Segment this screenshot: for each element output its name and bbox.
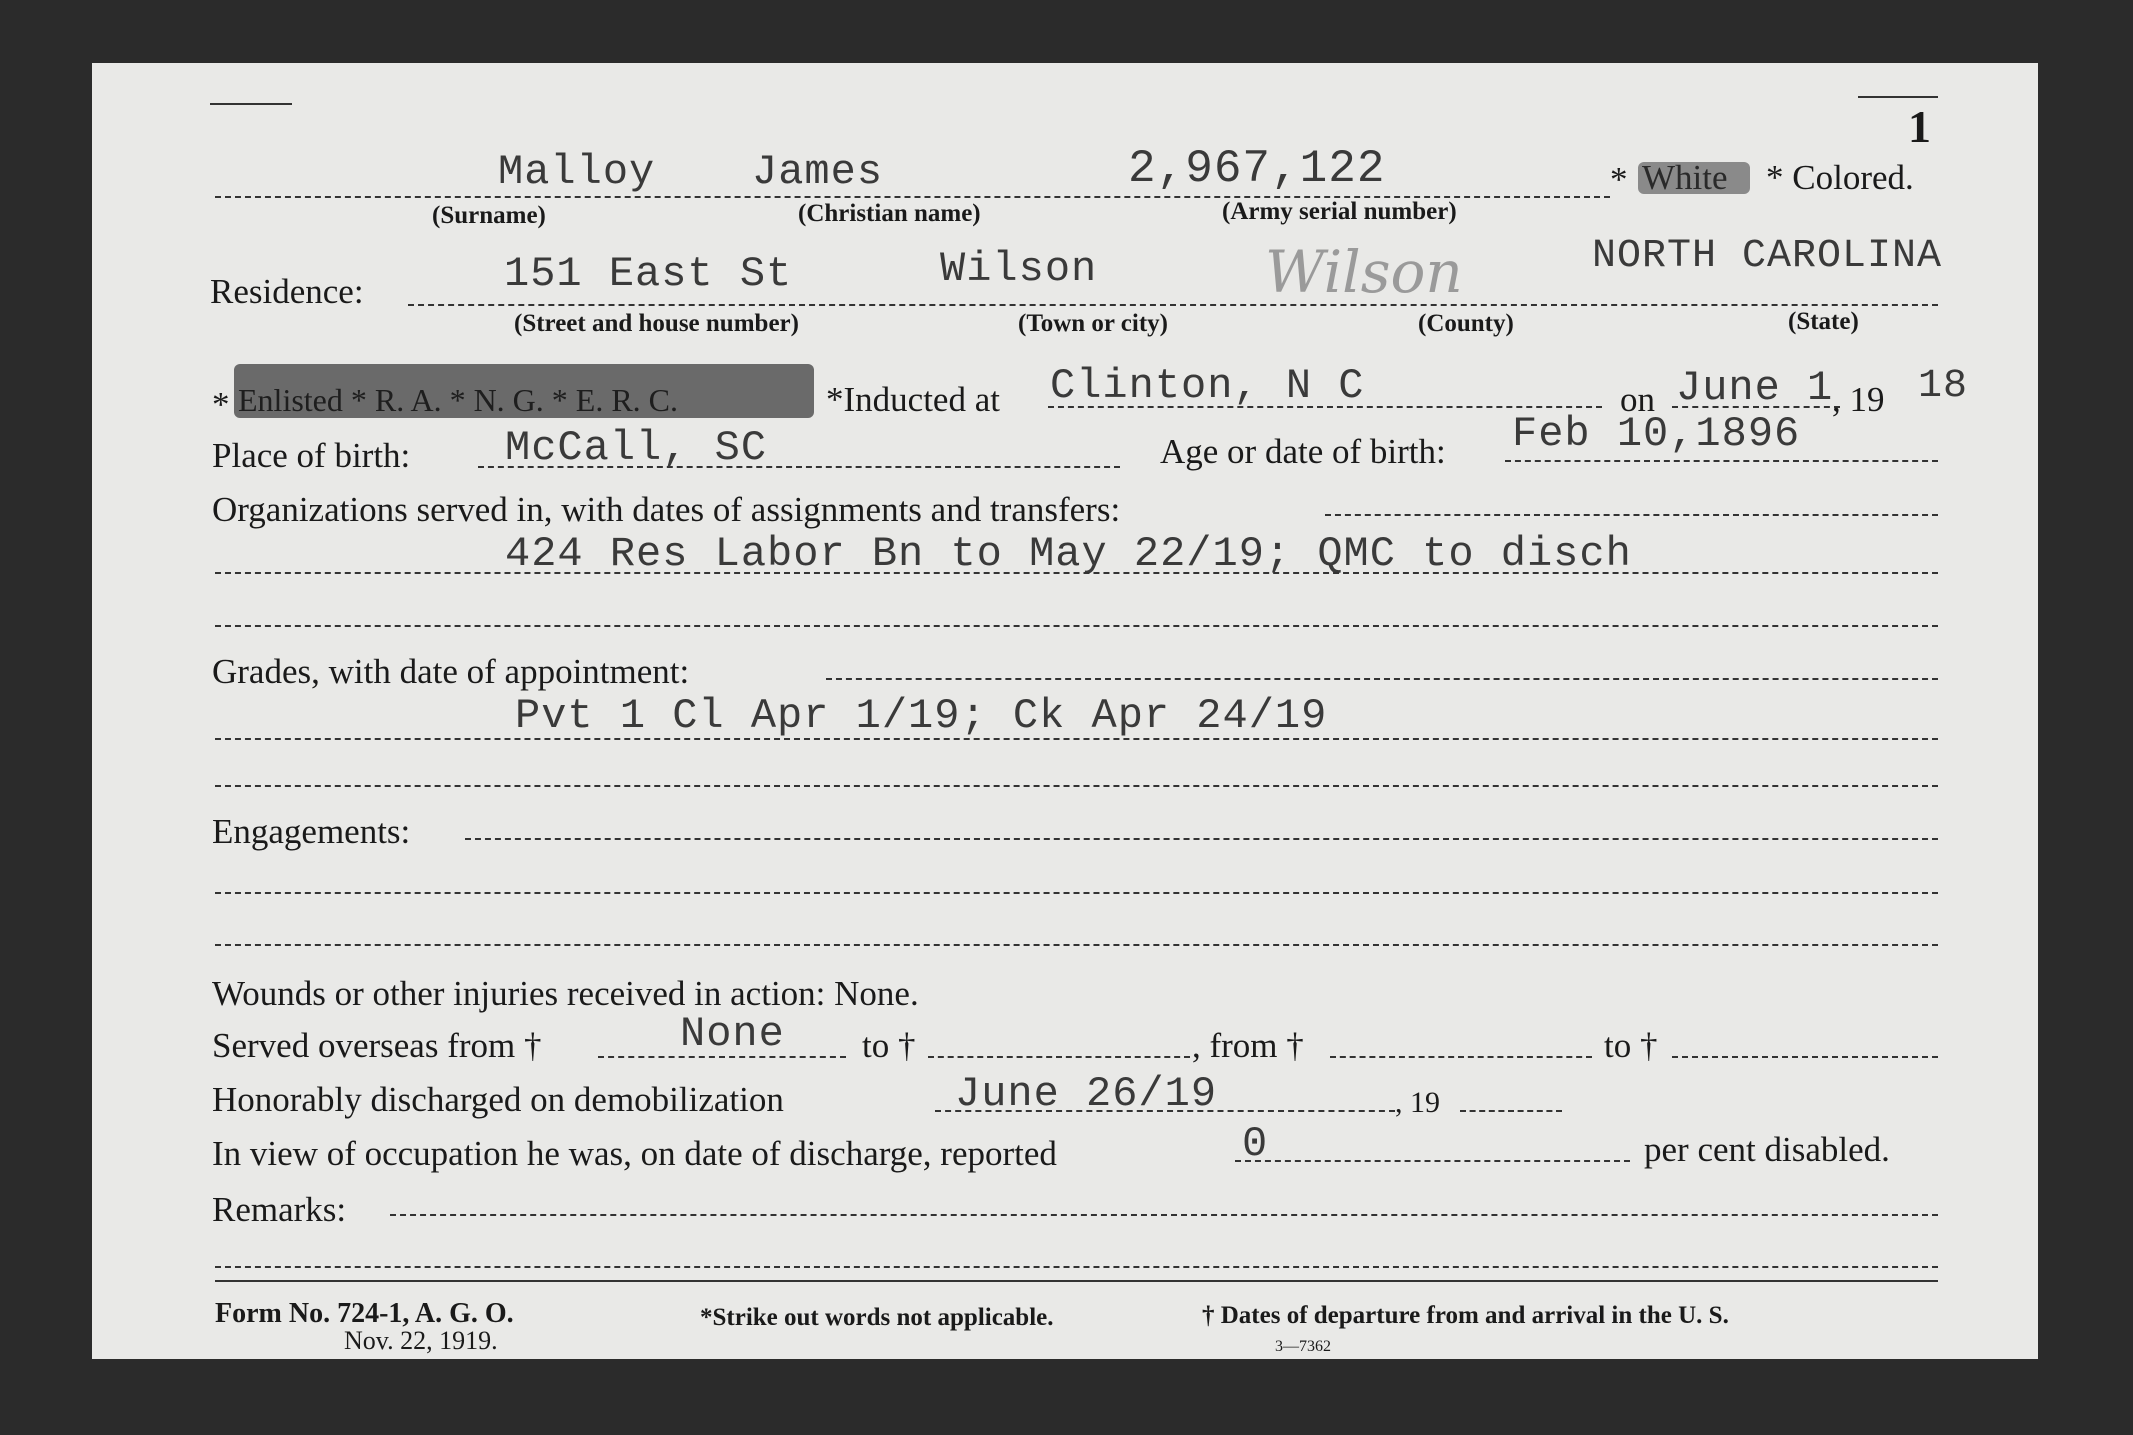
grades-value: Pvt 1 Cl Apr 1/19; Ck Apr 24/19 — [515, 692, 1328, 740]
caption-county: (County) — [1418, 310, 1514, 337]
served-overseas-label: Served overseas from † — [212, 1026, 542, 1065]
race-white: White — [1642, 158, 1728, 197]
overseas-to-label: to † — [862, 1026, 916, 1065]
induction-star: * — [212, 385, 230, 424]
caption-street: (Street and house number) — [514, 310, 799, 337]
grades-line-2 — [215, 785, 1938, 787]
inducted-place: Clinton, N C — [1050, 362, 1365, 410]
engagements-line-0 — [465, 838, 1938, 840]
street-value: 151 East St — [504, 250, 793, 298]
town-value: Wilson — [940, 245, 1098, 293]
date-of-birth-line — [1505, 460, 1938, 462]
overseas-from-label: , from † — [1192, 1026, 1304, 1065]
top-left-rule — [210, 103, 292, 105]
discharge-year-line — [1460, 1110, 1562, 1112]
overseas-to2-label: to † — [1604, 1026, 1658, 1065]
race-colored: * Colored. — [1766, 158, 1914, 197]
strike-out-note: *Strike out words not applicable. — [700, 1304, 1054, 1331]
card-number: 1 — [1908, 101, 1931, 152]
overseas-to-line — [928, 1056, 1190, 1058]
christian-name-value: James — [752, 148, 884, 196]
grades-label: Grades, with date of appointment: — [212, 652, 690, 691]
place-of-birth-value: McCall, SC — [505, 424, 768, 472]
overseas-from2-line — [1330, 1056, 1592, 1058]
overseas-to2-line — [1672, 1056, 1938, 1058]
serial-number-value: 2,967,122 — [1128, 143, 1386, 195]
disability-line — [1235, 1160, 1630, 1162]
dates-note: † Dates of departure from and arrival in the U. S. — [1202, 1302, 1729, 1329]
remarks-label: Remarks: — [212, 1190, 347, 1229]
form-number: Form No. 724-1, A. G. O. — [215, 1298, 514, 1329]
disability-label: In view of occupation he was, on date of discharge, reported — [212, 1134, 1057, 1173]
engagements-line-1 — [215, 892, 1938, 894]
grades-line-1 — [215, 738, 1938, 740]
engagements-line-2 — [215, 944, 1938, 946]
disability-value: 0 — [1242, 1120, 1269, 1168]
organizations-label: Organizations served in, with dates of assignments and transfers: — [212, 490, 1121, 529]
inducted-on-label: on — [1620, 380, 1655, 419]
date-of-birth-value: Feb 10,1896 — [1512, 410, 1801, 458]
overseas-value: None — [680, 1010, 785, 1058]
caption-christian-name: (Christian name) — [798, 200, 981, 227]
residence-label: Residence: — [210, 272, 364, 311]
residence-line — [408, 304, 1938, 306]
printer-code: 3—7362 — [1275, 1338, 1331, 1355]
caption-state: (State) — [1788, 308, 1859, 335]
caption-surname: (Surname) — [432, 202, 546, 229]
wounds-label: Wounds or other injuries received in action: None. — [212, 974, 919, 1013]
enlisted-options: Enlisted * R. A. * N. G. * E. R. C. — [238, 382, 679, 418]
inducted-year-prefix: , 19 — [1832, 380, 1885, 419]
grades-line-0 — [826, 678, 1938, 680]
inducted-date: June 1 — [1676, 364, 1834, 412]
top-right-rule — [1858, 96, 1938, 98]
discharge-date: June 26/19 — [955, 1070, 1218, 1118]
county-handwritten: Wilson — [1265, 238, 1463, 306]
disability-suffix: per cent disabled. — [1644, 1130, 1890, 1169]
inducted-label: *Inducted at — [826, 380, 1000, 419]
inducted-year: 18 — [1918, 364, 1969, 409]
organizations-line-1 — [215, 572, 1938, 574]
organizations-line-0 — [1325, 514, 1938, 516]
place-of-birth-label: Place of birth: — [212, 436, 411, 475]
organizations-value: 424 Res Labor Bn to May 22/19; QMC to disch — [505, 530, 1632, 578]
state-value: NORTH CAROLINA — [1592, 234, 1943, 279]
discharge-label: Honorably discharged on demobilization — [212, 1080, 784, 1119]
caption-town: (Town or city) — [1018, 310, 1168, 337]
remarks-line-0 — [390, 1214, 1938, 1216]
race-star-1: * — [1610, 160, 1628, 199]
discharge-year-label: , 19 — [1395, 1086, 1440, 1119]
engagements-label: Engagements: — [212, 812, 411, 851]
remarks-line-1 — [215, 1266, 1938, 1268]
organizations-line-2 — [215, 625, 1938, 627]
date-of-birth-label: Age or date of birth: — [1160, 432, 1446, 471]
form-date: Nov. 22, 1919. — [344, 1326, 498, 1355]
caption-serial-number: (Army serial number) — [1222, 198, 1457, 225]
footer-rule — [215, 1280, 1938, 1282]
surname-value: Malloy — [498, 148, 656, 196]
